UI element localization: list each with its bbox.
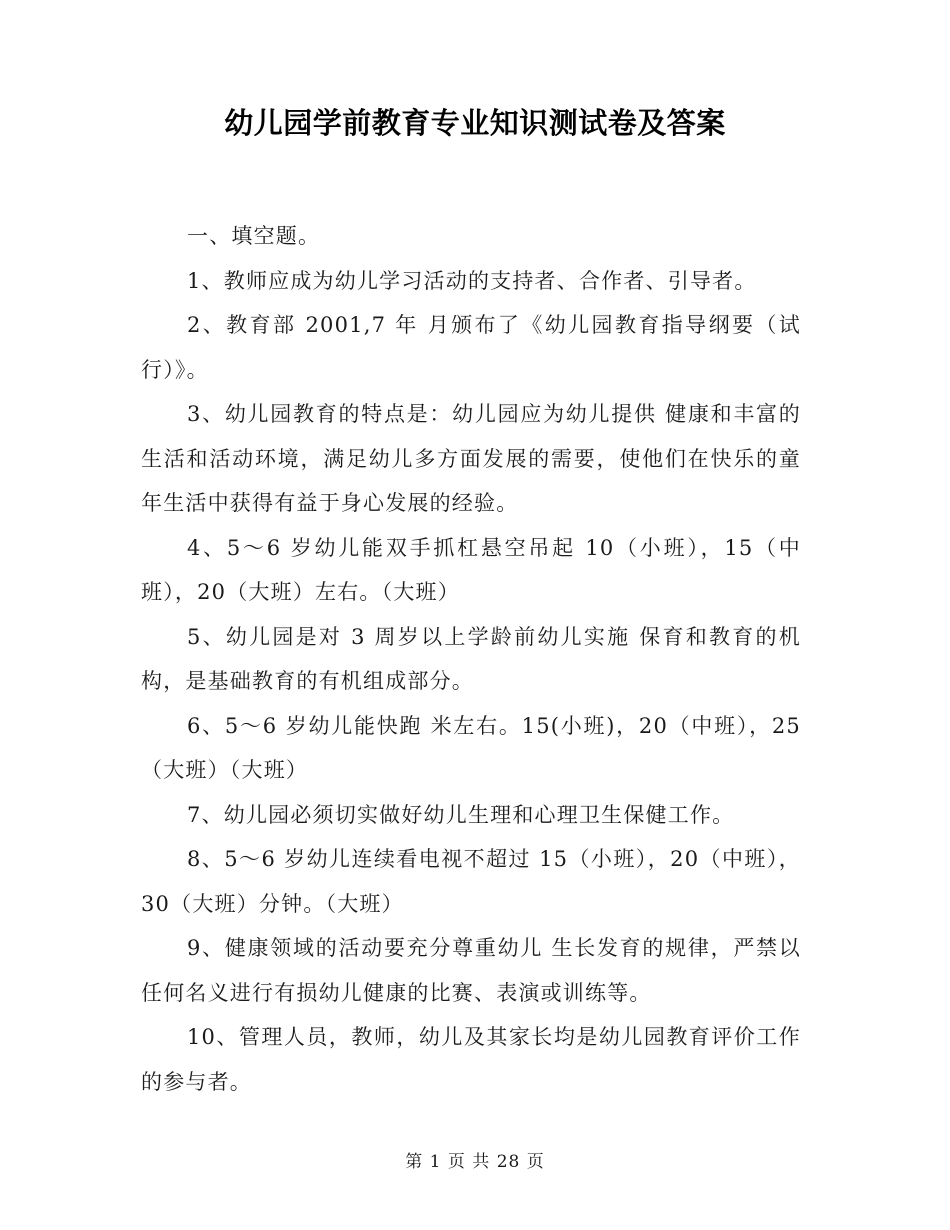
question-item-2: 2、教育部 2001,7 年 月颁布了《幼儿园教育指导纲要（试行）》。 [141, 313, 801, 382]
question-item-1: 1、教师应成为幼儿学习活动的支持者、合作者、引导者。 [187, 268, 757, 293]
question-item-6: 6、5～6 岁幼儿能快跑 米左右。15(小班)，20（中班），25（大班）（大班） [141, 713, 801, 782]
section-heading: 一、填空题。 [187, 224, 321, 248]
question-item-4: 4、5～6 岁幼儿能双手抓杠悬空吊起 10（小班），15（中班），20（大班）左右。（大班） [141, 535, 801, 604]
question-item-5: 5、幼儿园是对 3 周岁以上学龄前幼儿实施 保育和教育的机构，是基础教育的有机组成部分。 [141, 624, 801, 693]
question-item-9: 9、健康领域的活动要充分尊重幼儿 生长发育的规律，严禁以任何名义进行有损幼儿健康的比赛、表演或训练等。 [141, 936, 801, 1005]
question-item-3: 3、幼儿园教育的特点是：幼儿园应为幼儿提供 健康和丰富的生活和活动环境，满足幼儿多方面发展的需要，使他们在快乐的童年生活中获得有益于身心发展的经验。 [141, 402, 801, 515]
document-title: 幼儿园学前教育专业知识测试卷及答案 [224, 106, 726, 140]
question-item-7: 7、幼儿园必须切实做好幼儿生理和心理卫生保健工作。 [187, 802, 735, 827]
page-number-footer: 第 1 页 共 28 页 [405, 1152, 545, 1172]
question-item-10: 10、管理人员，教师，幼儿及其家长均是幼儿园教育评价工作的参与者。 [141, 1025, 801, 1094]
document-body [141, 214, 801, 1104]
question-item-8: 8、5～6 岁幼儿连续看电视不超过 15（小班），20（中班），30（大班）分钟。（大班） [141, 847, 801, 916]
